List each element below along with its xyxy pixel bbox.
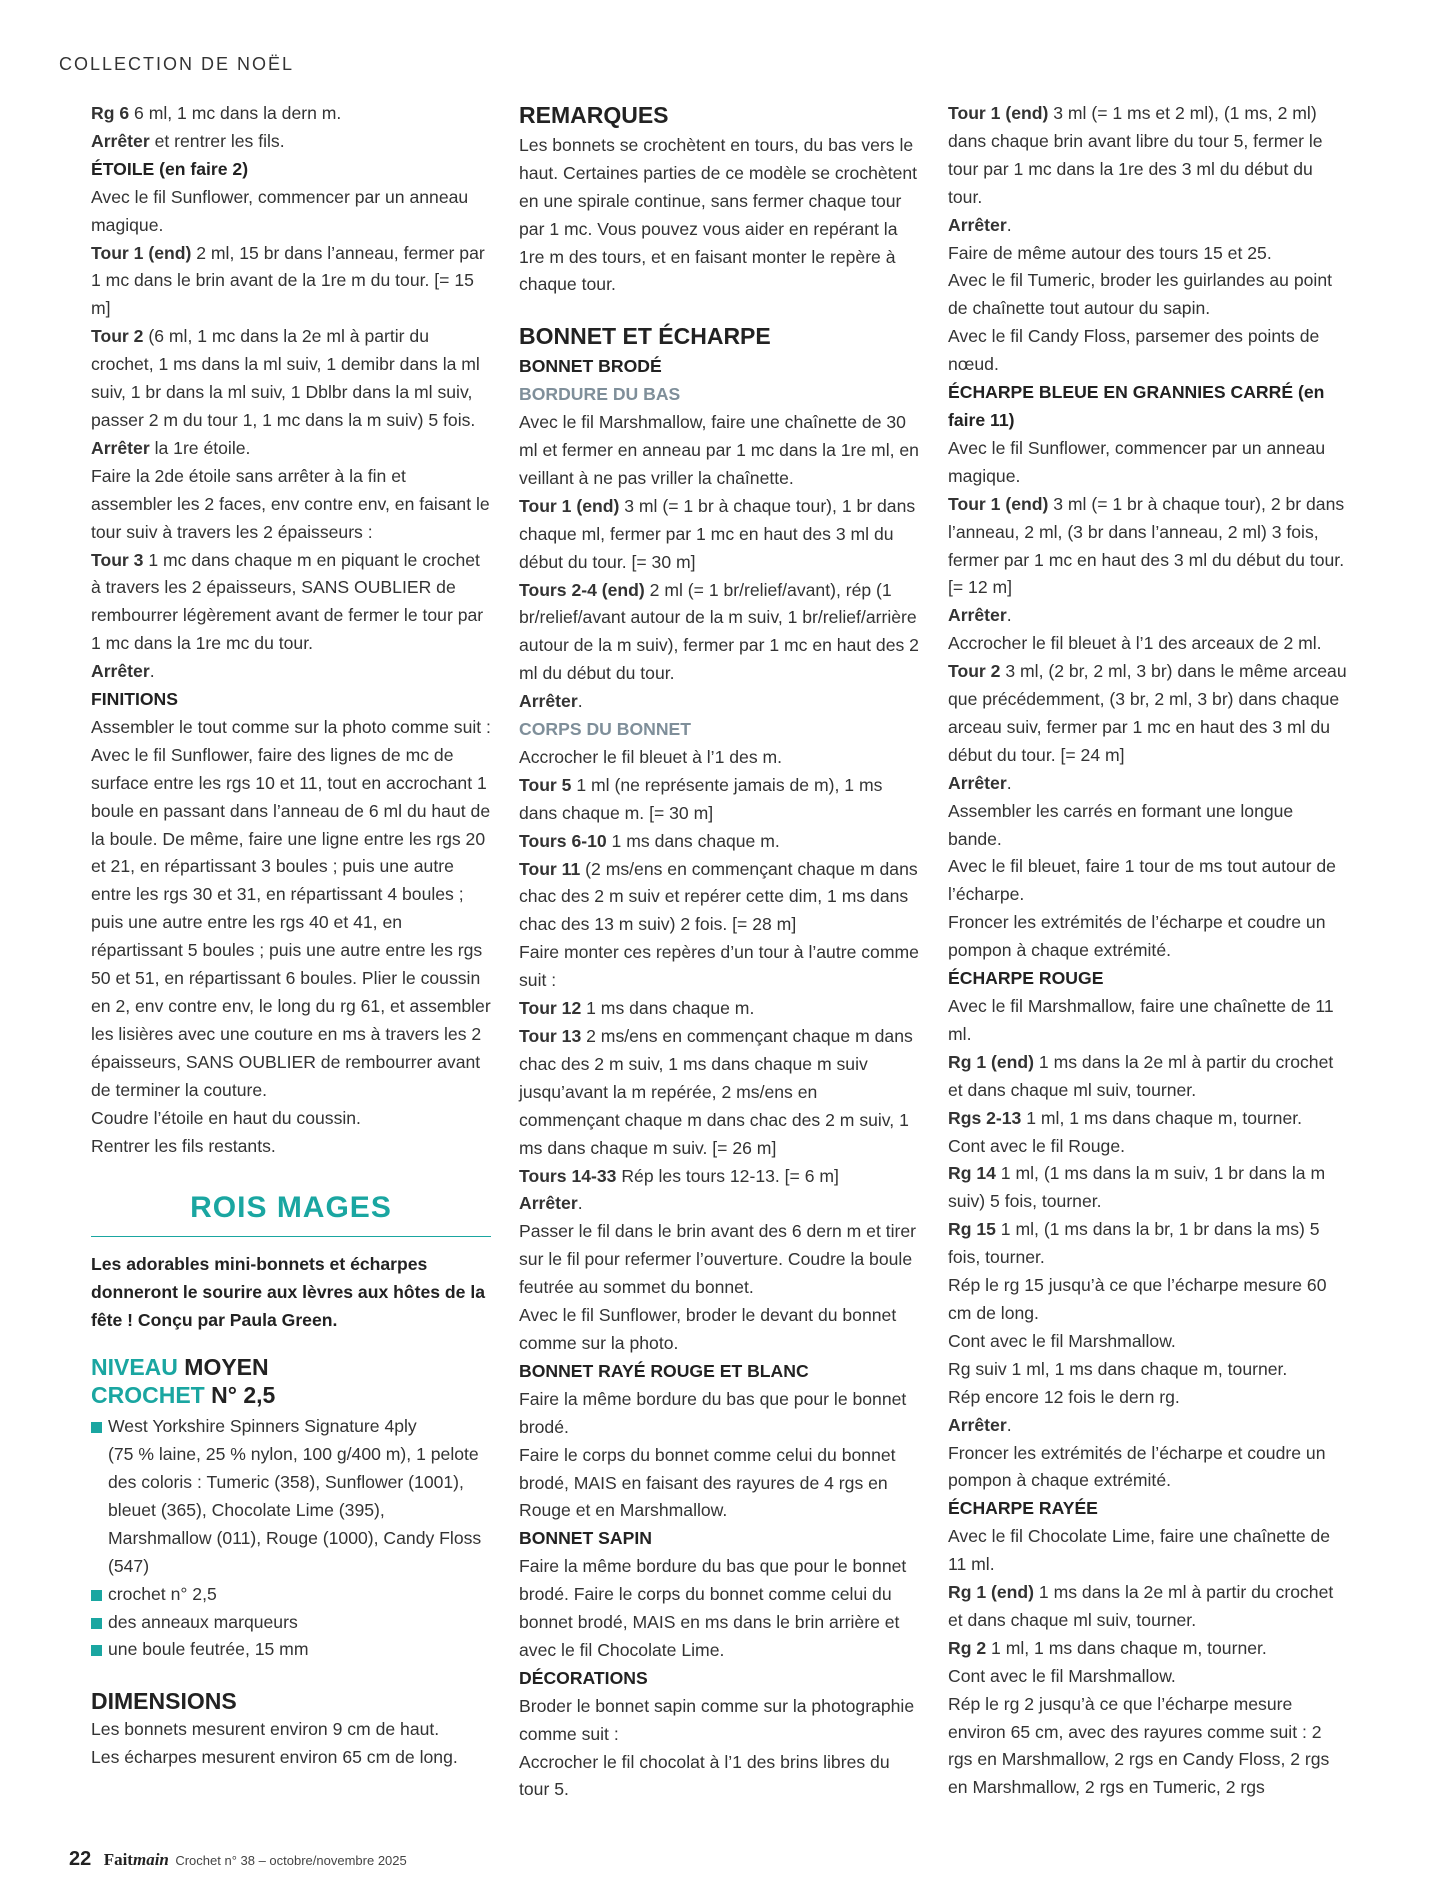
paragraph: [948, 1691, 1348, 1803]
text-run: 3 ml (= 1 br à chaque tour), 1 br dans chaque ml, fermer par 1 mc en haut des 3 ml du début du tour. [= 30 m]: [519, 495, 916, 572]
bold-label: Rg 1 (end): [948, 1051, 1035, 1072]
paragraph: [519, 1442, 919, 1526]
paragraph: [948, 993, 1348, 1049]
bold-label: Arrêter: [519, 1193, 578, 1214]
paragraph: [519, 744, 919, 772]
paragraph: [519, 1190, 919, 1218]
text-run: Rép le rg 2 jusqu’à ce que l’écharpe mesure environ 65 cm, avec des rayures comme suit : 2 rgs en Marshmallow, 2 rgs en Candy Floss, 2 rgs en Marshmallow, 2 rgs en Tumeric, 2 rgs: [948, 1693, 1330, 1798]
paragraph: [519, 381, 919, 409]
text-run: Avec le fil Sunflower, commencer par un anneau magique.: [91, 186, 469, 235]
text-run: Avec le fil Tumeric, broder les guirlandes au point de chaînette tout autour du sapin.: [948, 270, 1333, 319]
text-run: Rép le rg 15 jusqu’à ce que l’écharpe mesure 60 cm de long.: [948, 1275, 1327, 1323]
paragraph: [948, 212, 1348, 240]
paragraph: [519, 772, 919, 828]
column-3: [948, 100, 1348, 1802]
paragraph: [91, 463, 491, 547]
text-run: Faire de même autour des tours 15 et 25.: [948, 242, 1272, 263]
text-run: Passer le fil dans le brin avant des 6 dern m et tirer sur le fil pour refermer l’ouverture. Coudre la boule feutrée au sommet du bonnet.: [519, 1221, 917, 1298]
paragraph: [948, 267, 1348, 323]
paragraph: [948, 965, 1348, 993]
paragraph: [948, 1495, 1348, 1523]
paragraph: [91, 128, 491, 156]
dimensions-title: DIMENSIONS: [91, 1688, 237, 1715]
paragraph: [519, 1163, 919, 1191]
paragraph: [948, 491, 1348, 603]
paragraph: [519, 1693, 919, 1749]
bold-label: Arrêter: [91, 437, 150, 458]
paragraph: [519, 688, 919, 716]
bold-label: Tour 13: [519, 1026, 582, 1046]
bold-label: Arrêter: [948, 214, 1007, 235]
text-run: Rép les tours 12-13. [= 6 m]: [616, 1165, 839, 1186]
bullet-square-icon: [91, 1618, 102, 1629]
text-run: .: [1006, 605, 1012, 626]
bold-label: BONNET BRODÉ: [519, 356, 662, 377]
text-run: 1 ml, (1 ms dans la br, 1 br dans la ms) 5 fois, tourner.: [948, 1219, 1320, 1268]
hook-label: CROCHET: [91, 1382, 205, 1409]
bold-label: Arrêter: [948, 605, 1007, 626]
paragraph: [91, 240, 491, 324]
text-run: .: [1006, 1414, 1012, 1435]
paragraph: [519, 100, 919, 132]
page-footer: [69, 1848, 407, 1878]
bold-label: Tour 2: [948, 661, 1001, 682]
bold-label: Tour 1 (end): [519, 495, 620, 516]
bold-label: Tours 6-10: [519, 830, 607, 851]
paragraph: [948, 1579, 1348, 1635]
paragraph: [948, 909, 1348, 965]
text-run: Faire monter ces repères d’un tour à l’autre comme suit :: [519, 942, 919, 991]
bold-label: BONNET SAPIN: [519, 1528, 652, 1549]
bold-label: ÉCHARPE BLEUE EN GRANNIES CARRÉ (en faire 11): [948, 382, 1325, 430]
paragraph: [91, 714, 491, 742]
bold-label: CORPS DU BONNET: [519, 719, 692, 740]
bullet-square-icon: [91, 1645, 102, 1656]
paragraph: [519, 353, 919, 381]
bold-label: Tour 3: [91, 549, 144, 570]
text-run: Avec le fil Marshmallow, faire une chaînette de 11 ml.: [948, 996, 1334, 1044]
paragraph: [91, 742, 491, 1105]
text-run: 6 ml, 1 mc dans la dern m.: [129, 103, 342, 123]
text-run: Avec le fil bleuet, faire 1 tour de ms tout autour de l’écharpe.: [948, 856, 1336, 905]
text-run: 1 ms dans la 2e ml à partir du crochet et dans chaque ml suiv, tourner.: [948, 1051, 1334, 1100]
materials-list: [91, 1413, 491, 1664]
text-run: 1 ms dans la 2e ml à partir du crochet et dans chaque ml suiv, tourner.: [948, 1582, 1334, 1630]
text-run: et rentrer les fils.: [149, 130, 285, 151]
paragraph: [948, 1105, 1348, 1133]
bold-label: Tours 14-33: [519, 1165, 617, 1186]
text-run: (2 ms/ens en commençant chaque m dans chac des 2 m suiv et repérer cette dim, 1 ms dans chac des 13 m suiv) 2 fois. [= 28 m]: [519, 858, 918, 935]
text-run: Avec le fil Sunflower, commencer par un anneau magique.: [948, 437, 1326, 486]
bold-label: Tour 2: [91, 326, 144, 347]
text-run: Avec le fil Candy Floss, parsemer des points de nœud.: [948, 326, 1320, 375]
paragraph: [519, 939, 919, 995]
text-run: Rép encore 12 fois le dern rg.: [948, 1386, 1180, 1407]
text-run: Assembler le tout comme sur la photo comme suit :: [91, 716, 491, 737]
paragraph: [519, 409, 919, 493]
text-run: Froncer les extrémités de l’écharpe et coudre un pompon à chaque extrémité.: [948, 912, 1326, 961]
paragraph: [519, 716, 919, 744]
text-run: Froncer les extrémités de l’écharpe et coudre un pompon à chaque extrémité.: [948, 1442, 1326, 1491]
paragraph: [948, 323, 1348, 379]
paragraph: [948, 240, 1348, 268]
text-run: Avec le fil Chocolate Lime, faire une chaînette de 11 ml.: [948, 1526, 1331, 1575]
paragraph: [519, 856, 919, 940]
bullet-square-icon: [91, 1422, 102, 1433]
paragraph: [948, 1328, 1348, 1356]
paragraph: [948, 1272, 1348, 1328]
bold-label: Rgs 2-13: [948, 1107, 1022, 1128]
text-run: .: [1006, 772, 1012, 793]
bold-label: Tours 2-4 (end): [519, 579, 645, 600]
bold-label: Tour 5: [519, 774, 572, 795]
text-run: 3 ml (= 1 br à chaque tour), 2 br dans l’anneau, 2 ml, (3 br dans l’anneau, 2 ml) 3 fois, fermer par 1 mc en haut des 3 ml du début du tour. [= 12 m]: [948, 493, 1345, 598]
magazine-logo: Faitmain: [103, 1850, 169, 1869]
bullet-square-icon: [91, 1590, 102, 1601]
paragraph: [948, 1663, 1348, 1691]
bold-label: Arrêter: [948, 1414, 1007, 1435]
bold-label: ÉCHARPE RAYÉE: [948, 1498, 1098, 1519]
paragraph: [91, 156, 491, 184]
paragraph: [519, 1749, 919, 1805]
paragraph: [948, 1384, 1348, 1412]
list-item: des anneaux marqueurs: [91, 1609, 491, 1637]
paragraph: [948, 1635, 1348, 1663]
paragraph: [519, 1302, 919, 1358]
hook-line: [91, 1381, 491, 1409]
text-run: 1 ms dans chaque m.: [606, 830, 780, 851]
paragraph: [948, 630, 1348, 658]
text-run: Faire le corps du bonnet comme celui du bonnet brodé, MAIS en faisant des rayures de 4 rgs en Rouge et en Marshmallow.: [519, 1444, 896, 1521]
level-value: MOYEN: [177, 1354, 269, 1381]
paragraph: [519, 1665, 919, 1693]
text-run: Coudre l’étoile en haut du coussin.: [91, 1107, 361, 1128]
text-run: 1 ml, 1 ms dans chaque m, tourner.: [1021, 1107, 1303, 1128]
paragraph: [948, 798, 1348, 854]
text-run: Cont avec le fil Rouge.: [948, 1135, 1126, 1156]
paragraph: [519, 1023, 919, 1163]
bold-label: BORDURE DU BAS: [519, 384, 681, 405]
bold-label: Tour 1 (end): [948, 103, 1049, 123]
paragraph: [91, 1105, 491, 1133]
text-run: .: [1006, 214, 1012, 235]
paragraph: [519, 828, 919, 856]
text-run: Avec le fil Sunflower, broder le devant du bonnet comme sur la photo.: [519, 1305, 897, 1353]
paragraph: [948, 435, 1348, 491]
text-run: Faire la même bordure du bas que pour le bonnet brodé. Faire le corps du bonnet comme celui du bonnet brodé, MAIS en ms dans le brin arrière et avec le fil Chocolate Lime.: [519, 1556, 907, 1660]
text-run: Rentrer les fils restants.: [91, 1135, 276, 1156]
paragraph: [948, 1160, 1348, 1216]
paragraph: [91, 1133, 491, 1161]
paragraph: [948, 602, 1348, 630]
paragraph: [948, 770, 1348, 798]
bold-label: Rg 15: [948, 1219, 996, 1240]
paragraph: [519, 577, 919, 689]
issue-info: Crochet n° 38 – octobre/novembre 2025: [175, 1853, 407, 1868]
text-run: Faire la même bordure du bas que pour le bonnet brodé.: [519, 1388, 907, 1437]
column-2: [519, 100, 919, 1804]
pattern-intro: Les adorables mini-bonnets et écharpes donneront le sourire aux lèvres aux hôtes de la fête ! Conçu par Paula Green.: [91, 1254, 486, 1331]
text-run: 2 ml, 15 br dans l’anneau, fermer par 1 mc dans le brin avant de la 1re m du tour. [= 15 m]: [91, 242, 485, 319]
bold-label: Rg 1 (end): [948, 1582, 1035, 1603]
section-title-rois-mages: ROIS MAGES: [91, 1188, 491, 1237]
text-run: 2 ml (= 1 br/relief/avant), rép (1 br/relief/avant autour de la m suiv, 1 br/relief/arrière autour de la m suiv), fermer par 1 mc en haut des 2 ml du début du tour.: [519, 579, 919, 684]
paragraph: [519, 1553, 919, 1665]
dimensions-line: Les écharpes mesurent environ 65 cm de long.: [91, 1747, 458, 1768]
running-header: COLLECTION DE NOËL: [59, 54, 295, 74]
text-run: Rg suiv 1 ml, 1 ms dans chaque m, tourner.: [948, 1358, 1288, 1379]
bold-label: Tour 11: [519, 858, 581, 879]
bold-label: Arrêter: [91, 661, 150, 682]
paragraph: [948, 1412, 1348, 1440]
paragraph: [948, 1356, 1348, 1384]
level-label: NIVEAU: [91, 1354, 178, 1381]
text-run: la 1re étoile.: [149, 437, 251, 458]
list-item: West Yorkshire Spinners Signature 4ply: [91, 1413, 491, 1441]
col1-instructions: [91, 100, 491, 1160]
text-run: 1 ml, 1 ms dans chaque m, tourner.: [986, 1637, 1267, 1658]
bold-label: ÉTOILE (en faire 2): [91, 158, 249, 179]
paragraph: [91, 435, 491, 463]
paragraph: [91, 323, 491, 435]
text-run: Accrocher le fil bleuet à l’1 des arceaux de 2 ml.: [948, 633, 1322, 654]
text-run: Cont avec le fil Marshmallow.: [948, 1330, 1176, 1351]
paragraph: [948, 1523, 1348, 1579]
paragraph: [519, 1525, 919, 1553]
paragraph: [519, 1358, 919, 1386]
paragraph: [519, 321, 919, 353]
text-run: .: [577, 691, 583, 712]
paragraph: [948, 1049, 1348, 1105]
text-run: (6 ml, 1 mc dans la 2e ml à partir du crochet, 1 ms dans la ml suiv, 1 demibr dans la ml suiv, 1 br dans la ml suiv, 1 Dblbr dans la ml suiv, passer 2 m du tour 1, 1 mc dans la m suiv) 5 fois.: [91, 326, 480, 430]
paragraph: [948, 1133, 1348, 1161]
paragraph: [948, 379, 1348, 435]
text-run: .: [577, 1193, 583, 1214]
bold-label: BONNET ET ÉCHARPE: [519, 323, 771, 350]
text-run: .: [149, 661, 155, 682]
bold-label: Rg 6: [91, 103, 130, 123]
bold-label: FINITIONS: [91, 689, 178, 710]
text-run: Avec le fil Marshmallow, faire une chaînette de 30 ml et fermer en anneau par 1 mc dans la 1re ml, en veillant à ne pas vriller la chaînette.: [519, 412, 919, 488]
text-run: Broder le bonnet sapin comme sur la photographie comme suit :: [519, 1695, 915, 1744]
bold-label: Rg 2: [948, 1637, 987, 1658]
text-run: Accrocher le fil chocolat à l’1 des brins libres du tour 5.: [519, 1751, 890, 1800]
paragraph: [91, 686, 491, 714]
paragraph: [948, 658, 1348, 770]
text-run: Assembler les carrés en formant une longue bande.: [948, 800, 1294, 849]
paragraph: [519, 1218, 919, 1302]
list-item: une boule feutrée, 15 mm: [91, 1636, 491, 1664]
paragraph: [519, 493, 919, 577]
paragraph: [948, 1440, 1348, 1496]
text-run: 2 ms/ens en commençant chaque m dans chac des 2 m suiv, 1 ms dans chaque m suiv jusqu’avant la m repérée, 2 ms/ens en commençant chaque m dans chac des 2 m suiv, 1 ms dans chaque m suiv. [= 26 m]: [519, 1026, 913, 1158]
bold-label: ÉCHARPE ROUGE: [948, 968, 1104, 989]
paragraph: [948, 1216, 1348, 1272]
text-run: Avec le fil Sunflower, faire des lignes de mc de surface entre les rgs 10 et 11, tout en accrochant 1 boule en passant dans l’anneau de 6 ml du haut de la boule. De même, faire une ligne entre les rgs 20 et 21, en répartissant 3 boules ; puis une autre entre les rgs 30 et 31, en répartissant 4 boules ; puis une autre entre les rgs 40 et 41, en répartissant 5 boules ; puis une autre entre les rgs 50 et 51, en répartissant 6 boules. Plier le coussin en 2, env contre env, le long du rg 61, et assembler les lisières avec une couture en ms à travers les 2 épaisseurs, SANS OUBLIER de rembourrer avant de terminer la couture.: [91, 744, 491, 1100]
text-run: 3 ml (= 1 ms et 2 ml), (1 ms, 2 ml) dans chaque brin avant libre du tour 5, fermer le tour par 1 mc dans la 1re des 3 ml du début du tour.: [948, 103, 1323, 207]
paragraph: [519, 995, 919, 1023]
column-1: [91, 100, 491, 1772]
paragraph: [91, 184, 491, 240]
hook-value: N° 2,5: [204, 1382, 276, 1409]
text-run: Accrocher le fil bleuet à l’1 des m.: [519, 746, 783, 767]
paragraph: [948, 853, 1348, 909]
bold-label: Tour 1 (end): [91, 242, 192, 263]
text-run: Faire la 2de étoile sans arrêter à la fin et assembler les 2 faces, env contre env, en faisant le tour suiv à travers les 2 épaisseurs :: [91, 465, 490, 542]
bold-label: Arrêter: [948, 772, 1007, 793]
bold-label: Tour 12: [519, 998, 582, 1019]
material-detail: (75 % laine, 25 % nylon, 100 g/400 m), 1 pelote des coloris : Tumeric (358), Sunflower (1001), bleuet (365), Chocolate Lime (395), Marshmallow (011), Rouge (1000), Candy Floss (547): [108, 1444, 482, 1576]
text-run: 1 mc dans chaque m en piquant le crochet à travers les 2 épaisseurs, SANS OUBLIER de rembourrer légèrement avant de fermer le tour par 1 mc dans la 1re mc du tour.: [91, 549, 484, 654]
paragraph: [91, 100, 491, 128]
text-run: Cont avec le fil Marshmallow.: [948, 1665, 1176, 1686]
bold-label: DÉCORATIONS: [519, 1667, 648, 1688]
level-line: [91, 1353, 491, 1381]
list-item: crochet n° 2,5: [91, 1581, 491, 1609]
text-run: 3 ml, (2 br, 2 ml, 3 br) dans le même arceau que précédemment, (3 br, 2 ml, 3 br) dans chaque arceau suiv, fermer par 1 mc en haut des 3 ml du début du tour. [= 24 m]: [948, 661, 1347, 765]
bold-label: BONNET RAYÉ ROUGE ET BLANC: [519, 1360, 809, 1381]
text-run: 1 ms dans chaque m.: [581, 998, 755, 1019]
bold-label: Rg 14: [948, 1163, 996, 1184]
paragraph: [91, 658, 491, 686]
page-number: 22: [69, 1848, 92, 1870]
paragraph: [519, 132, 919, 299]
text-run: 1 ml, (1 ms dans la m suiv, 1 br dans la m suiv) 5 fois, tourner.: [948, 1163, 1326, 1212]
bold-label: REMARQUES: [519, 102, 669, 128]
spacer: [519, 299, 919, 321]
bold-label: Tour 1 (end): [948, 493, 1049, 514]
paragraph: [948, 100, 1348, 212]
bold-label: Arrêter: [91, 130, 150, 151]
dimensions-line: Les bonnets mesurent environ 9 cm de haut.: [91, 1719, 440, 1740]
bold-label: Arrêter: [519, 691, 578, 712]
text-run: 1 ml (ne représente jamais de m), 1 ms dans chaque m. [= 30 m]: [519, 774, 883, 823]
paragraph: [519, 1386, 919, 1442]
text-run: Les bonnets se crochètent en tours, du bas vers le haut. Certaines parties de ce modèle se crochètent en une spirale continue, sans fermer chaque tour par 1 mc. Vous pouvez vous aider en repérant la 1re m des tours, et en faisant monter le repère à chaque tour.: [519, 134, 918, 295]
paragraph: [91, 547, 491, 659]
